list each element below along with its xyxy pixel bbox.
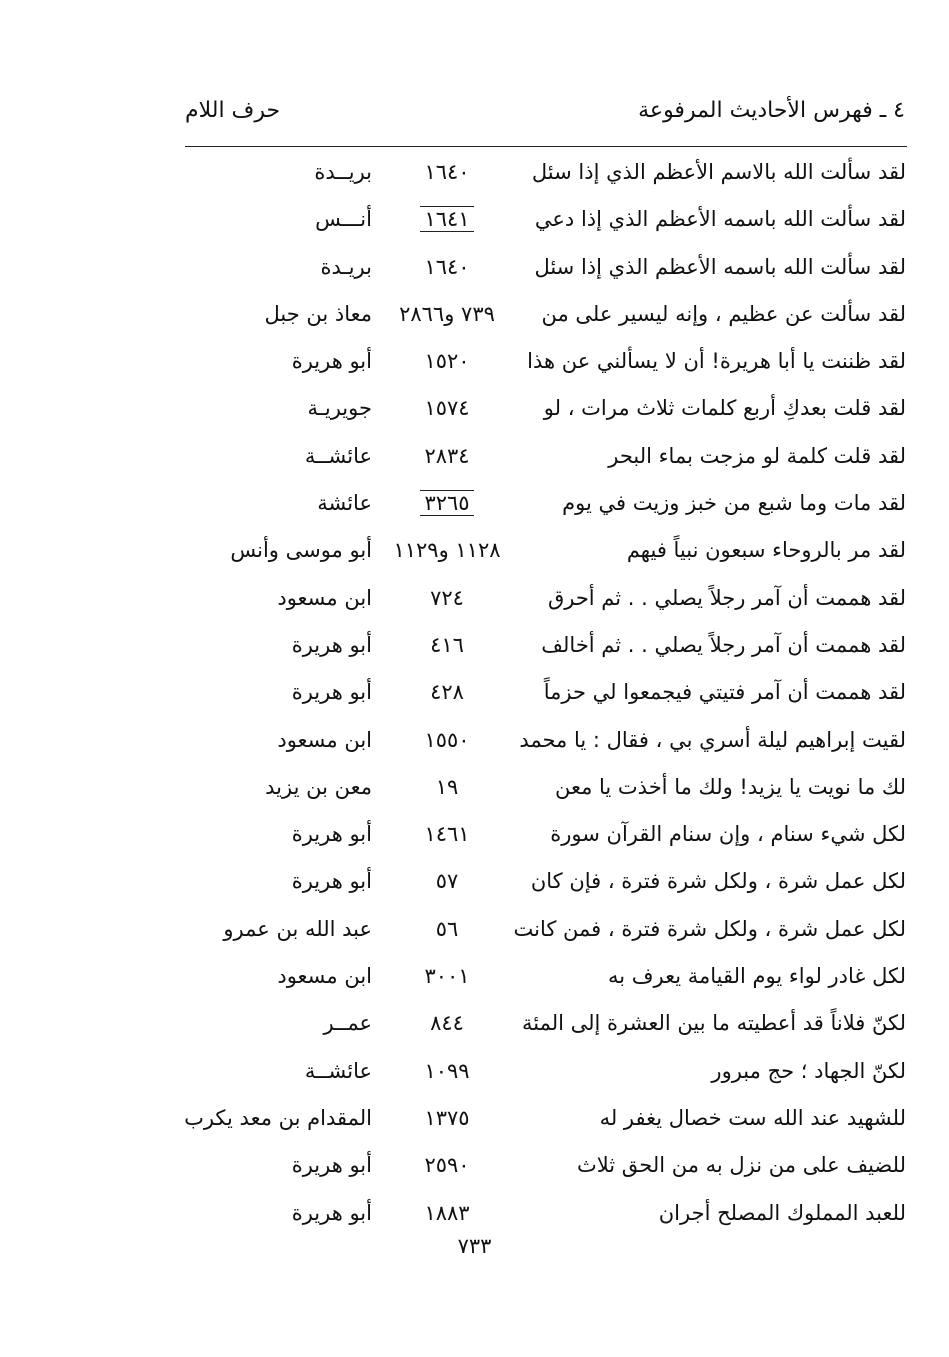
narrator-name: ابن مسعود: [277, 964, 372, 989]
hadith-number-value: ١٩: [435, 774, 459, 799]
hadith-number: [382, 728, 512, 752]
hadith-number-value: ١٨٨٣: [424, 1200, 470, 1225]
hadith-number-value: ١٥٥٠: [424, 727, 470, 752]
narrator-name: بريــدة: [314, 160, 372, 184]
hadith-number: [382, 869, 512, 893]
narrator-name: معاذ بن جبل: [264, 301, 372, 326]
hadith-number-value: ٨٤٤: [430, 1011, 464, 1036]
section-title: ٤ ـ فهرس الأحاديث المرفوعة: [638, 98, 905, 123]
hadith-text: لقد سألت الله باسمه الأعظم الذي إذا سئل: [534, 254, 906, 279]
index-row: [160, 720, 910, 767]
hadith-number-value: ١٤٦١: [424, 822, 470, 847]
hadith-number-value: ٥٧: [435, 869, 459, 894]
index-row: [160, 672, 910, 719]
hadith-text: للعبد المملوك المصلح أجران: [658, 1200, 906, 1225]
narrator-name: ابن مسعود: [277, 585, 372, 610]
hadith-text: لك ما نويت يا يزيد! ولك ما أخذت يا معن: [554, 774, 906, 799]
hadith-number-value: ٢٨٣٤: [424, 443, 470, 468]
hadith-number: [382, 775, 512, 799]
hadith-text: لقد سألت الله بالاسم الأعظم الذي إذا سئل: [531, 160, 906, 184]
index-row: [160, 436, 910, 483]
hadith-number-value: ١٠٩٩: [424, 1058, 470, 1083]
index-row: [160, 1003, 910, 1050]
hadith-text: لقد ظننت يا أبا هريرة! أن لا يسألني عن هذا: [527, 349, 906, 374]
index-row: [160, 814, 910, 861]
hadith-number: [382, 207, 512, 231]
hadith-number-value: ٤٢٨: [430, 680, 464, 705]
hadith-number-value: ٣٠٠١: [424, 964, 470, 989]
narrator-name: أبو هريرة: [291, 1153, 372, 1178]
hadith-number: [382, 964, 512, 988]
narrator-name: عبد الله بن عمرو: [223, 916, 372, 941]
hadith-number-value: ٧٣٩ و٢٨٦٦: [399, 301, 495, 326]
hadith-number: [382, 349, 512, 373]
hadith-number: [382, 586, 512, 610]
hadith-text: لكل غادر لواء يوم القيامة يعرف به: [607, 964, 906, 989]
index-row: [160, 909, 910, 956]
hadith-text: لكل شيء سنام ، وإن سنام القرآن سورة: [550, 822, 906, 847]
hadith-text: لكنّ الجهاد ؛ حج مبرور: [711, 1058, 906, 1083]
hadith-number: [382, 302, 512, 326]
hadith-number: [382, 1011, 512, 1035]
narrator-name: أبو هريرة: [291, 632, 372, 657]
hadith-text: للضيف على من نزل به من الحق ثلاث: [576, 1153, 906, 1178]
narrator-name: أبو هريرة: [291, 822, 372, 847]
page-number: ٧٣٣: [457, 1234, 492, 1258]
hadith-text: لقيت إبراهيم ليلة أسري بي ، فقال : يا محمد: [519, 727, 906, 752]
hadith-text: لقد قلت كلمة لو مزجت بماء البحر: [608, 443, 906, 468]
narrator-name: أبو موسى وأنس: [230, 538, 372, 563]
narrator-name: أبو هريرة: [291, 869, 372, 894]
hadith-number: [382, 538, 512, 562]
hadith-text: لقد هممت أن آمر رجلاً يصلي . . ثم أخالف: [541, 632, 906, 657]
index-row: [160, 483, 910, 530]
hadith-text: لكل عمل شرة ، ولكل شرة فترة ، فمن كانت: [513, 916, 906, 941]
hadith-number: [382, 822, 512, 846]
hadith-number: [382, 633, 512, 657]
hadith-number-value: ٢٥٩٠: [424, 1153, 470, 1178]
index-row: [160, 199, 910, 246]
hadith-number: [382, 491, 512, 515]
hadith-number: [382, 396, 512, 420]
hadith-number-value: ١١٢٨ و١١٢٩: [393, 538, 501, 563]
narrator-name: عائشــة: [304, 1058, 372, 1083]
hadith-number: [382, 917, 512, 941]
index-row: [160, 341, 910, 388]
narrator-name: جويريـة: [307, 396, 372, 421]
index-row: [160, 956, 910, 1003]
hadith-text: لقد هممت أن آمر رجلاً يصلي . . ثم أحرق: [547, 585, 906, 610]
index-row: [160, 767, 910, 814]
hadith-number-value: ١٥٧٤: [424, 396, 470, 421]
narrator-name: أبو هريرة: [291, 1200, 372, 1225]
hadith-number: [382, 444, 512, 468]
index-row: [160, 388, 910, 435]
narrator-name: عمــر: [323, 1011, 372, 1036]
hadith-text: لقد سألت الله باسمه الأعظم الذي إذا دعي: [534, 207, 906, 232]
hadith-text: لقد هممت أن آمر فتيتي فيجمعوا لي حزماً: [543, 680, 906, 705]
narrator-name: أبو هريرة: [291, 680, 372, 705]
hadith-number: [382, 1059, 512, 1083]
narrator-name: بريـدة: [320, 254, 372, 279]
narrator-name: أبو هريرة: [291, 349, 372, 374]
hadith-text: لقد قلت بعدكِ أربع كلمات ثلاث مرات ، لو: [543, 396, 906, 421]
hadith-text: لقد مر بالروحاء سبعون نبياً فيهم: [626, 538, 906, 563]
hadith-number-value: ٧٢٤: [430, 585, 464, 610]
hadith-number-value: ١٦٤١: [420, 206, 473, 232]
hadith-number-value: ٥٦: [435, 916, 459, 941]
narrator-name: المقدام بن معد يكرب: [184, 1105, 372, 1130]
index-row: [160, 294, 910, 341]
hadith-text: لقد سألت عن عظيم ، وإنه ليسير على من: [541, 301, 906, 326]
hadith-number-value: ١٦٤٠: [424, 254, 470, 279]
hadith-text: لكنّ فلاناً قد أعطيته ما بين العشرة إلى المئة: [522, 1011, 906, 1036]
index-row: [160, 1098, 910, 1145]
hadith-number: [382, 160, 512, 184]
index-row: [160, 1051, 910, 1098]
hadith-number: [382, 1153, 512, 1177]
letter-title: حرف اللام: [185, 98, 281, 123]
index-row: [160, 578, 910, 625]
index-row: [160, 530, 910, 577]
hadith-number: [382, 680, 512, 704]
narrator-name: ابن مسعود: [277, 727, 372, 752]
hadith-number-value: ٤١٦: [430, 632, 464, 657]
hadith-number: [382, 1106, 512, 1130]
index-row: [160, 247, 910, 294]
index-row: [160, 861, 910, 908]
hadith-text: لقد مات وما شبع من خبز وزيت في يوم: [562, 491, 906, 516]
header-rule: [185, 146, 907, 147]
hadith-text: للشهيد عند الله ست خصال يغفر له: [599, 1105, 906, 1130]
hadith-number-value: ٣٢٦٥: [420, 490, 473, 516]
index-row: [160, 152, 910, 199]
hadith-index-list: [160, 152, 910, 1240]
index-row: [160, 1193, 910, 1240]
narrator-name: أنـــس: [315, 207, 372, 232]
page-header: [185, 98, 905, 138]
narrator-name: عائشــة: [304, 443, 372, 468]
hadith-number: [382, 1201, 512, 1225]
hadith-text: لكل عمل شرة ، ولكل شرة فترة ، فإن كان: [530, 869, 906, 894]
index-row: [160, 625, 910, 672]
hadith-number-value: ١٣٧٥: [424, 1105, 470, 1130]
hadith-number-value: ١٥٢٠: [424, 349, 470, 374]
hadith-number-value: ١٦٤٠: [424, 160, 470, 184]
index-row: [160, 1145, 910, 1192]
narrator-name: عائشة: [317, 491, 372, 516]
hadith-number: [382, 255, 512, 279]
narrator-name: معن بن يزيد: [265, 774, 372, 799]
